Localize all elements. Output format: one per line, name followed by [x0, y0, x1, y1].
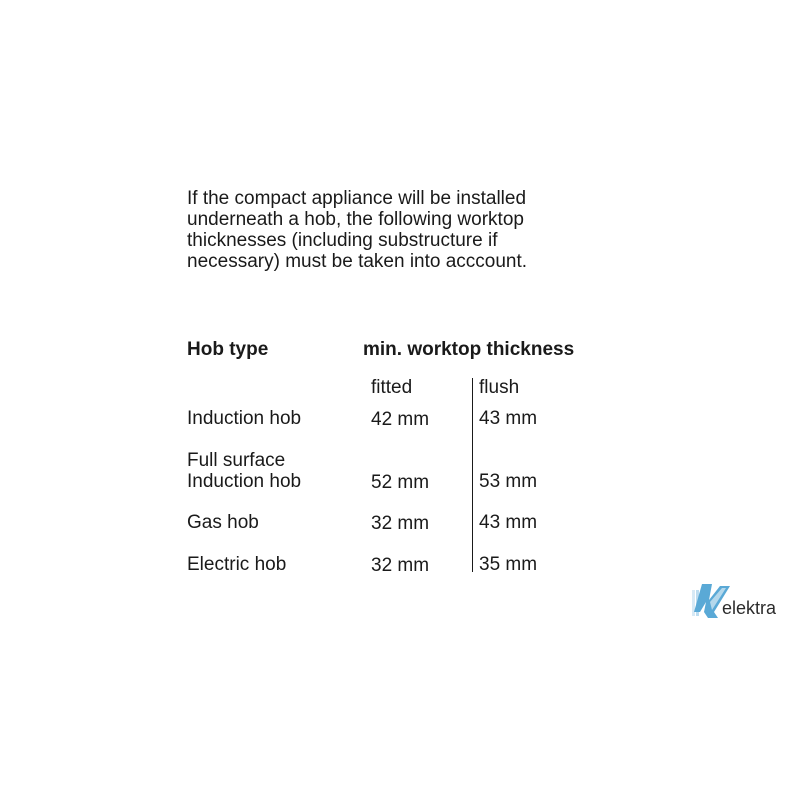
row-hob-name: Electric hob	[187, 554, 287, 575]
intro-line: necessary) must be taken into acccount.	[187, 251, 528, 272]
column-divider	[472, 378, 473, 572]
elektra-logo-text: elektra	[722, 598, 777, 618]
row-hob-name: Gas hob	[187, 512, 259, 533]
intro-line: If the compact appliance will be installed	[187, 188, 527, 209]
row-hob-name: Induction hob	[187, 408, 302, 429]
header-min-worktop-thickness: min. worktop thickness	[363, 339, 575, 360]
row-flush-value: 35 mm	[479, 554, 538, 575]
row-hob-name-line2: Induction hob	[187, 471, 302, 492]
row-fitted-value: 42 mm	[371, 409, 430, 430]
row-flush-value: 53 mm	[479, 471, 538, 492]
row-fitted-value: 32 mm	[371, 513, 430, 534]
row-hob-name: Full surface	[187, 450, 286, 471]
row-fitted-value: 32 mm	[371, 555, 430, 576]
subheader-fitted: fitted	[371, 377, 413, 398]
intro-paragraph	[187, 188, 607, 272]
row-fitted-value: 52 mm	[371, 472, 430, 493]
elektra-logo	[692, 582, 800, 622]
intro-line: underneath a hob, the following worktop	[187, 209, 524, 230]
row-flush-value: 43 mm	[479, 512, 538, 533]
intro-line: thicknesses (including substructure if	[187, 230, 498, 251]
subheader-flush: flush	[479, 377, 520, 398]
header-hob-type: Hob type	[187, 339, 269, 360]
row-flush-value: 43 mm	[479, 408, 538, 429]
